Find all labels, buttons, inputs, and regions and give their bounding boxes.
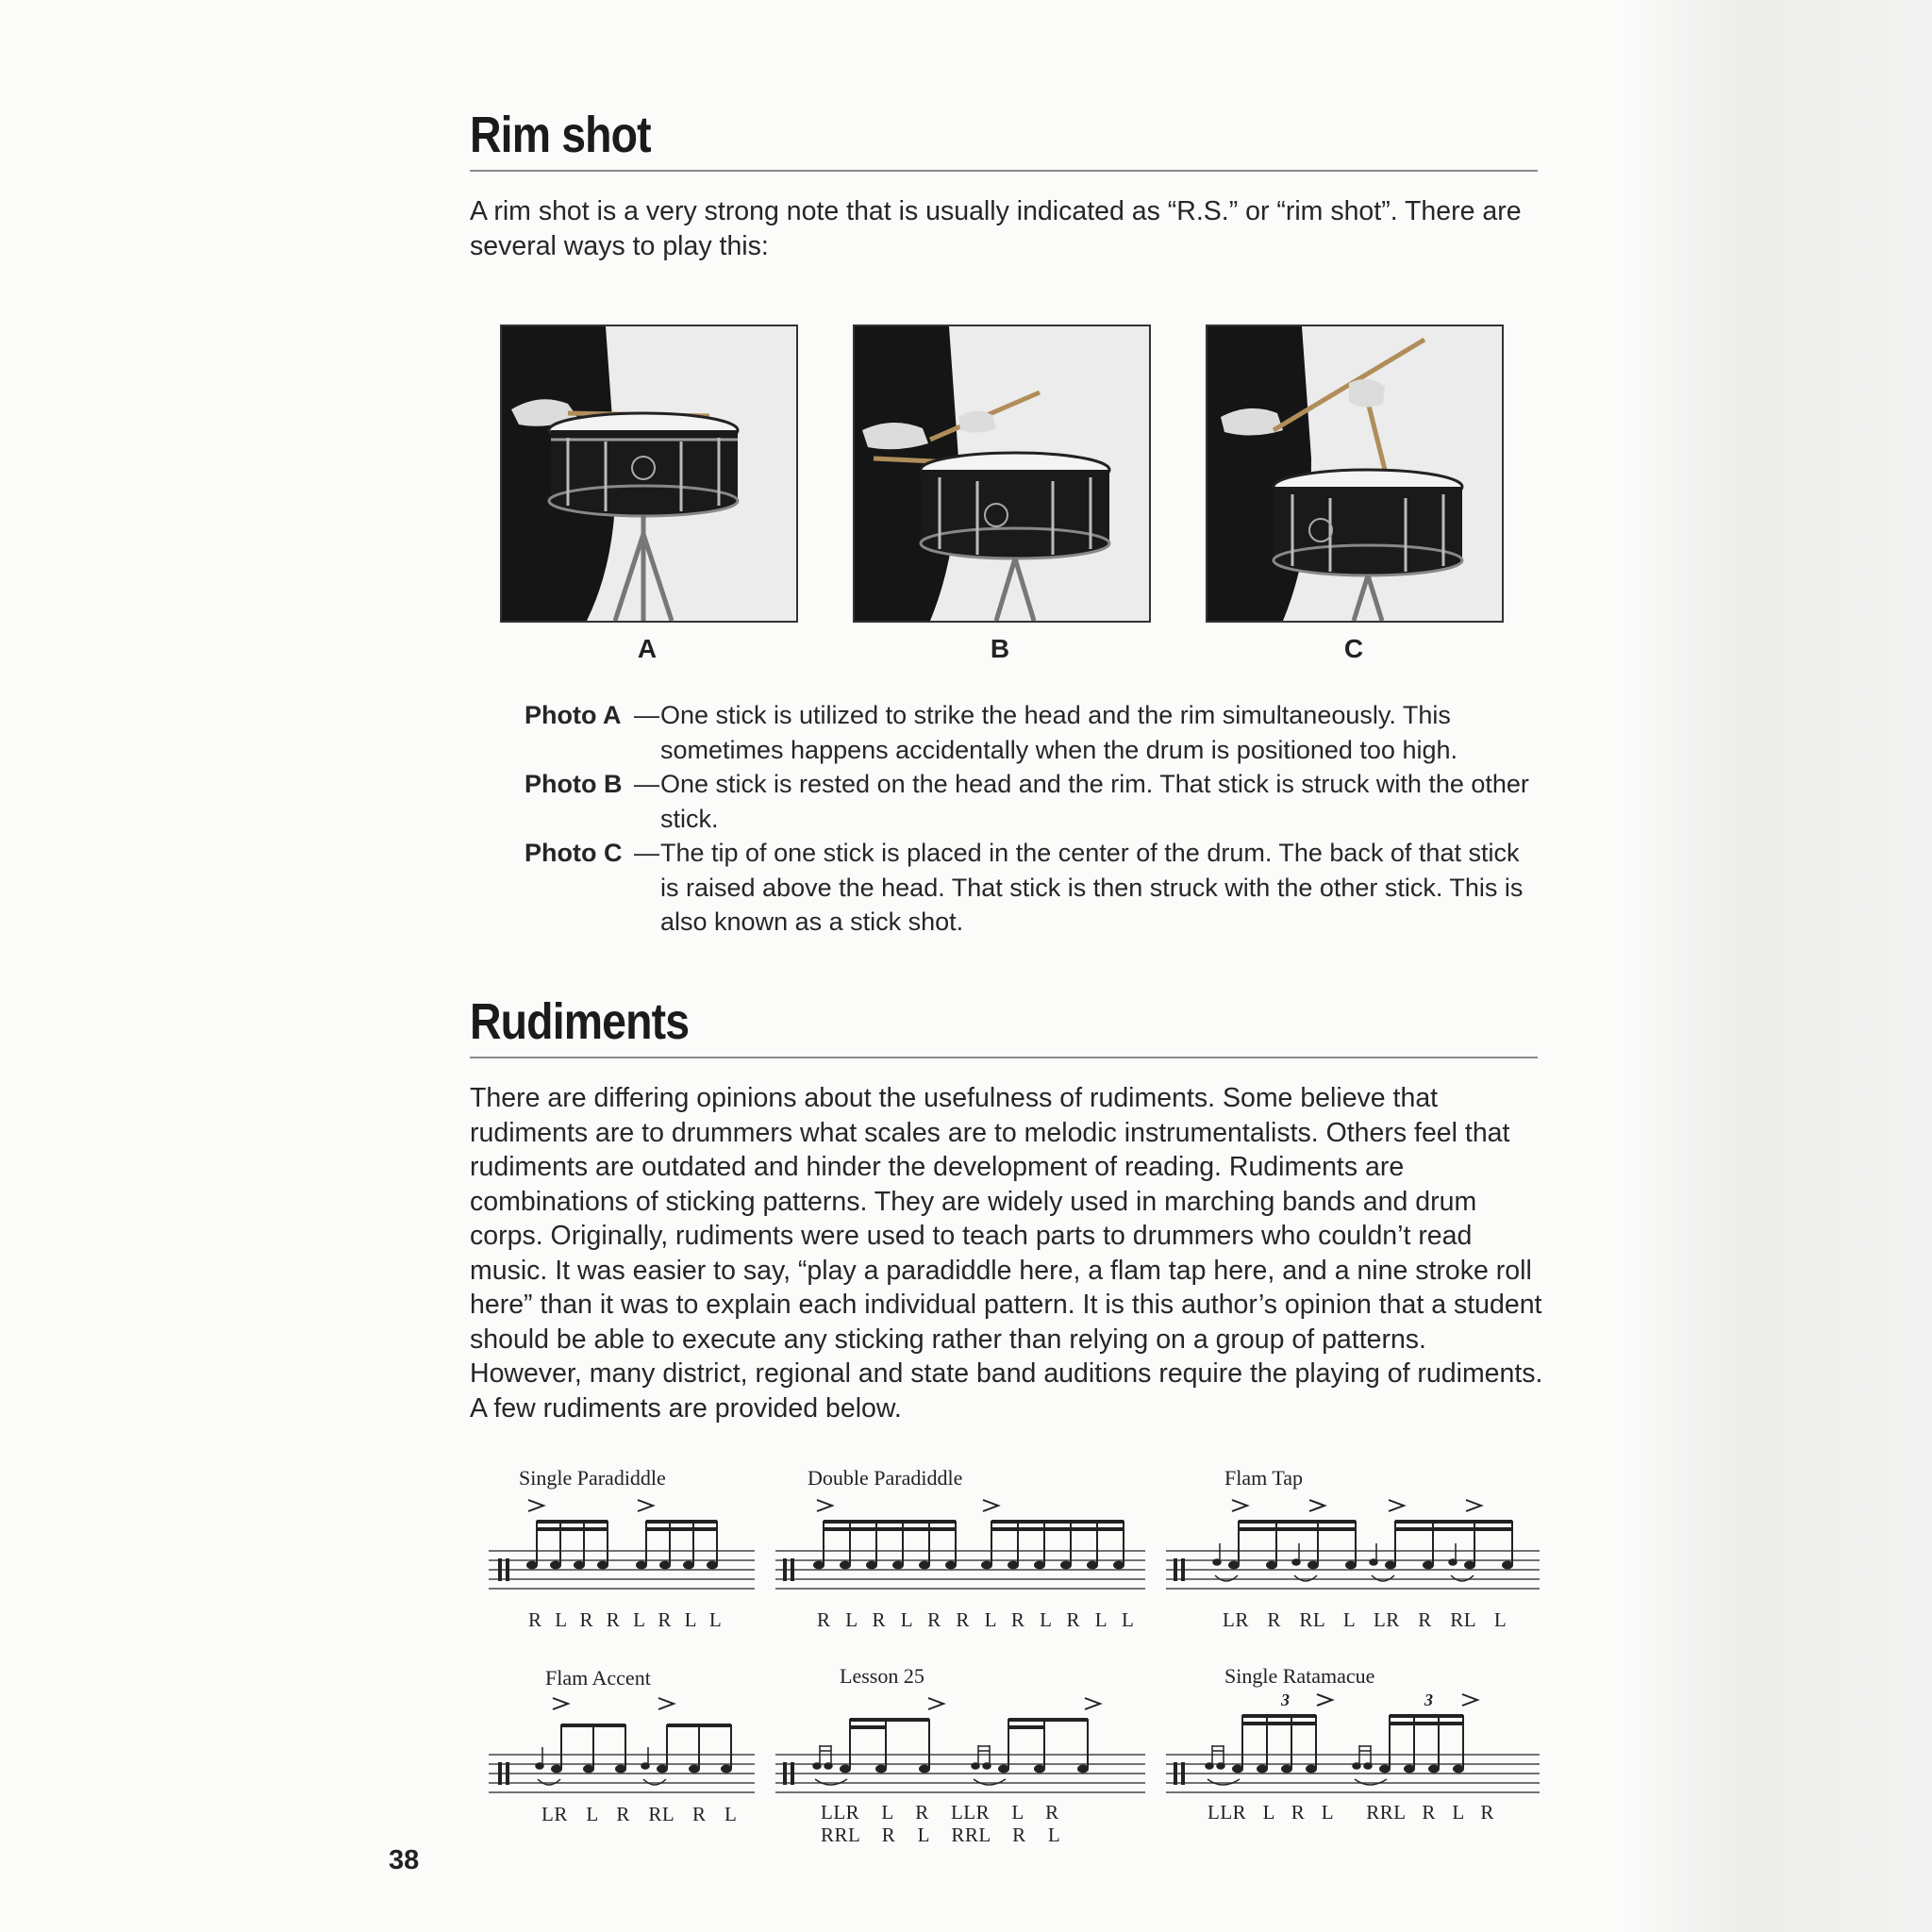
rudiment-title: Lesson 25 xyxy=(840,1664,924,1688)
rudiment-single-ratamacue xyxy=(1164,1664,1541,1834)
triplet-number: 3 xyxy=(1281,1690,1290,1709)
photo-label-a: A xyxy=(637,634,658,663)
photo-b xyxy=(853,325,1151,623)
sticking: LR R RL L LR R RL L xyxy=(1223,1608,1507,1631)
accent-marks xyxy=(817,1500,998,1511)
rudiment-title: Flam Tap xyxy=(1224,1466,1303,1490)
rudiment-single-paradiddle xyxy=(485,1460,758,1630)
photo-a-description-label: Photo A xyxy=(525,701,622,729)
photo-a xyxy=(500,325,798,623)
triplet-number: 3 xyxy=(1424,1690,1433,1709)
staff xyxy=(1166,1755,1540,1792)
grace-notes xyxy=(813,1745,991,1769)
photo-label-c: C xyxy=(1343,634,1364,663)
photo-b-description-text: One stick is rested on the head and the rim. That stick is struck with the other stick. xyxy=(660,770,1529,833)
photo-b-description-label: Photo B xyxy=(525,770,623,798)
stems-and-beams xyxy=(1242,1715,1463,1768)
accent-marks xyxy=(1232,1500,1481,1511)
rudiment-title: Flam Accent xyxy=(545,1666,651,1690)
stems-and-beams xyxy=(850,1719,1088,1768)
rudiment-title: Single Paradiddle xyxy=(519,1466,666,1490)
photo-c xyxy=(1206,325,1504,623)
note-heads xyxy=(526,1561,718,1570)
photo-c-description-text: The tip of one stick is placed in the center of the drum. The back of that stick is raised above the head. That stick is then struck with the other stick. This is also known as a stick shot. xyxy=(660,839,1524,936)
slurs xyxy=(1215,1575,1474,1581)
rudiment-flam-accent xyxy=(485,1664,758,1834)
sticking-line-1: LLR L R LLR L R xyxy=(821,1801,1059,1824)
photo-c-description-label: Photo C xyxy=(525,839,623,867)
rudiment-lesson-25 xyxy=(774,1664,1151,1853)
stems-and-beams xyxy=(561,1724,731,1768)
rudiment-title: Double Paradiddle xyxy=(808,1466,963,1490)
staff xyxy=(489,1755,755,1792)
accent-marks xyxy=(553,1698,674,1709)
stems-and-beams xyxy=(537,1521,717,1564)
photo-a-description-text: One stick is utilized to strike the head and the rim simultaneously. This sometimes happens accidentally when the drum is positioned too high. xyxy=(660,701,1457,764)
accent-marks xyxy=(1317,1694,1477,1706)
page-number: 38 xyxy=(389,1845,420,1875)
note-heads xyxy=(813,1561,1124,1570)
rudiments-body: There are differing opinions about the usefulness of rudiments. Some believe that rudiments are to drummers what scales are to melodic instrumentalists. Others feel that rudiments are outdated and hinder the development of reading. Rudiments are combinations of sticking patterns. They are widely used in marching bands and drum corps. Originally, rudiments were used to teach parts to drummers who couldn’t read music. It was easier to say, “play a paradiddle here, a flam tap here, and a nine stroke roll here” than it was to explain each individual pattern. It is this author’s opinion that a student should be able to execute any sticking rather than relying on a group of patterns. However, many district, regional and state band auditions require the playing of rudiments. A few rudiments are provided below. xyxy=(470,1083,1543,1424)
sticking: LLR L R L RRL R L R xyxy=(1208,1801,1494,1824)
slurs xyxy=(1208,1779,1387,1785)
staff xyxy=(1166,1551,1540,1589)
stems-and-beams xyxy=(1239,1521,1512,1564)
slurs xyxy=(538,1779,666,1785)
staff xyxy=(489,1551,755,1589)
rim-shot-intro: A rim shot is a very strong note that is usually indicated as “R.S.” or “rim shot”. There are several ways to play this: xyxy=(470,196,1522,261)
sticking-line-2: RRL R L RRL R L xyxy=(821,1824,1061,1846)
em-dash: — xyxy=(634,701,659,729)
snare-drum-photo-c xyxy=(1208,326,1502,621)
rudiment-title: Single Ratamacue xyxy=(1224,1664,1375,1688)
snare-drum-photo-b xyxy=(855,326,1149,621)
rim-shot-rule xyxy=(470,170,1538,172)
em-dash: — xyxy=(634,770,659,798)
rudiment-double-paradiddle xyxy=(774,1460,1151,1630)
photo-label-b: B xyxy=(990,634,1010,663)
staff xyxy=(775,1551,1145,1589)
stems-and-beams xyxy=(824,1521,1124,1564)
rim-shot-heading: Rim shot xyxy=(470,107,651,163)
sticking: R L R R L R L L xyxy=(528,1608,723,1631)
photo-a-description xyxy=(525,698,1543,767)
rudiments-heading: Rudiments xyxy=(470,993,690,1050)
rudiment-flam-tap xyxy=(1164,1460,1541,1630)
accent-marks xyxy=(928,1698,1100,1709)
note-heads xyxy=(840,1765,1089,1774)
photo-b-description xyxy=(525,767,1543,836)
photo-descriptions xyxy=(525,698,1543,940)
sticking: R L R L R R L R L R L L xyxy=(817,1608,1135,1631)
grace-notes xyxy=(1213,1543,1457,1565)
page-edge-shading xyxy=(1623,0,1932,1932)
rudiments-rule xyxy=(470,1057,1538,1058)
slurs xyxy=(815,1779,1006,1785)
accent-marks xyxy=(528,1500,653,1511)
photo-c-description xyxy=(525,836,1543,940)
em-dash: — xyxy=(634,839,659,867)
snare-drum-photo-a xyxy=(502,326,796,621)
sticking: LR L R RL R L xyxy=(541,1803,738,1825)
